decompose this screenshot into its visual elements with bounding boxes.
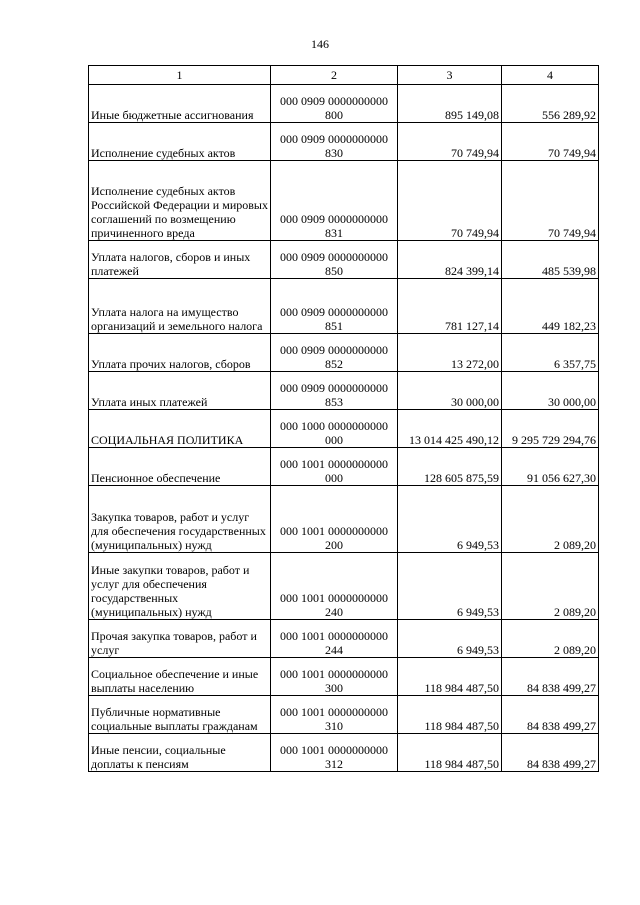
row-value-col3: 6 949,53 <box>398 486 502 553</box>
column-header-3: 3 <box>398 66 502 85</box>
table-row <box>89 486 599 553</box>
row-name: Публичные нормативные социальные выплаты гражданам <box>89 696 271 734</box>
table-row <box>89 696 599 734</box>
code-line-2: 831 <box>325 226 343 240</box>
code-line-1: 000 1000 0000000000 <box>280 419 388 433</box>
row-code <box>271 123 398 161</box>
row-value-col3: 13 272,00 <box>398 334 502 372</box>
row-code <box>271 85 398 123</box>
row-code <box>271 620 398 658</box>
row-name: Исполнение судебных актов <box>89 123 271 161</box>
table-row <box>89 658 599 696</box>
row-code <box>271 279 398 334</box>
code-line-2: 312 <box>325 757 343 771</box>
table-row <box>89 123 599 161</box>
row-value-col3: 895 149,08 <box>398 85 502 123</box>
row-code <box>271 334 398 372</box>
table-row <box>89 553 599 620</box>
code-line-1: 000 1001 0000000000 <box>280 629 388 643</box>
row-code <box>271 410 398 448</box>
table-row <box>89 620 599 658</box>
code-line-2: 244 <box>325 643 343 657</box>
row-code <box>271 241 398 279</box>
row-value-col3: 30 000,00 <box>398 372 502 410</box>
code-line-1: 000 0909 0000000000 <box>280 343 388 357</box>
row-name: СОЦИАЛЬНАЯ ПОЛИТИКА <box>89 410 271 448</box>
row-value-col4: 70 749,94 <box>502 123 599 161</box>
row-name: Иные закупки товаров, работ и услуг для обеспечения государственных (муниципальных) нужд <box>89 553 271 620</box>
row-value-col4: 2 089,20 <box>502 553 599 620</box>
code-line-2: 850 <box>325 264 343 278</box>
code-line-1: 000 0909 0000000000 <box>280 305 388 319</box>
code-line-2: 830 <box>325 146 343 160</box>
table-header-row <box>89 66 599 85</box>
row-code <box>271 486 398 553</box>
row-value-col3: 13 014 425 490,12 <box>398 410 502 448</box>
code-line-1: 000 0909 0000000000 <box>280 132 388 146</box>
code-line-1: 000 1001 0000000000 <box>280 591 388 605</box>
column-header-2: 2 <box>271 66 398 85</box>
row-name: Уплата прочих налогов, сборов <box>89 334 271 372</box>
row-value-col3: 824 399,14 <box>398 241 502 279</box>
row-name: Уплата иных платежей <box>89 372 271 410</box>
code-line-1: 000 1001 0000000000 <box>280 667 388 681</box>
row-name: Иные пенсии, социальные доплаты к пенсиям <box>89 734 271 772</box>
row-value-col4: 2 089,20 <box>502 620 599 658</box>
table-row <box>89 448 599 486</box>
code-line-1: 000 0909 0000000000 <box>280 381 388 395</box>
code-line-2: 800 <box>325 108 343 122</box>
row-value-col3: 128 605 875,59 <box>398 448 502 486</box>
row-code <box>271 161 398 241</box>
row-name: Уплата налога на имущество организаций и земельного налога <box>89 279 271 334</box>
code-line-1: 000 0909 0000000000 <box>280 250 388 264</box>
row-code <box>271 658 398 696</box>
row-value-col4: 485 539,98 <box>502 241 599 279</box>
table-row <box>89 279 599 334</box>
row-value-col4: 556 289,92 <box>502 85 599 123</box>
row-name: Исполнение судебных актов Российской Федерации и мировых соглашений по возмещению причиненного вреда <box>89 161 271 241</box>
row-code <box>271 448 398 486</box>
row-value-col4: 91 056 627,30 <box>502 448 599 486</box>
code-line-2: 851 <box>325 319 343 333</box>
page-number: 146 <box>311 37 329 51</box>
row-value-col3: 118 984 487,50 <box>398 658 502 696</box>
code-line-2: 310 <box>325 719 343 733</box>
code-line-1: 000 0909 0000000000 <box>280 94 388 108</box>
table-row <box>89 85 599 123</box>
code-line-2: 000 <box>325 471 343 485</box>
table-row <box>89 734 599 772</box>
row-name: Уплата налогов, сборов и иных платежей <box>89 241 271 279</box>
row-name: Закупка товаров, работ и услуг для обеспечения государственных (муниципальных) нужд <box>89 486 271 553</box>
row-name: Пенсионное обеспечение <box>89 448 271 486</box>
row-value-col3: 118 984 487,50 <box>398 696 502 734</box>
row-code <box>271 734 398 772</box>
row-value-col4: 70 749,94 <box>502 161 599 241</box>
row-value-col3: 70 749,94 <box>398 123 502 161</box>
code-line-2: 200 <box>325 538 343 552</box>
row-code <box>271 553 398 620</box>
code-line-1: 000 1001 0000000000 <box>280 457 388 471</box>
row-value-col3: 70 749,94 <box>398 161 502 241</box>
row-name: Прочая закупка товаров, работ и услуг <box>89 620 271 658</box>
table-row <box>89 372 599 410</box>
table-row <box>89 241 599 279</box>
row-value-col4: 6 357,75 <box>502 334 599 372</box>
row-value-col3: 6 949,53 <box>398 620 502 658</box>
table-row <box>89 334 599 372</box>
table-row <box>89 410 599 448</box>
row-value-col4: 84 838 499,27 <box>502 734 599 772</box>
column-header-1: 1 <box>89 66 271 85</box>
row-value-col3: 6 949,53 <box>398 553 502 620</box>
table-row <box>89 161 599 241</box>
budget-table <box>88 65 599 772</box>
code-line-1: 000 1001 0000000000 <box>280 524 388 538</box>
code-line-2: 240 <box>325 605 343 619</box>
row-code <box>271 372 398 410</box>
row-code <box>271 696 398 734</box>
row-name: Иные бюджетные ассигнования <box>89 85 271 123</box>
row-value-col4: 9 295 729 294,76 <box>502 410 599 448</box>
row-value-col4: 30 000,00 <box>502 372 599 410</box>
code-line-1: 000 1001 0000000000 <box>280 705 388 719</box>
column-header-4: 4 <box>502 66 599 85</box>
row-value-col3: 781 127,14 <box>398 279 502 334</box>
code-line-1: 000 1001 0000000000 <box>280 743 388 757</box>
row-value-col4: 2 089,20 <box>502 486 599 553</box>
row-value-col4: 84 838 499,27 <box>502 658 599 696</box>
code-line-2: 000 <box>325 433 343 447</box>
code-line-2: 300 <box>325 681 343 695</box>
code-line-2: 853 <box>325 395 343 409</box>
row-name: Социальное обеспечение и иные выплаты населению <box>89 658 271 696</box>
row-value-col4: 449 182,23 <box>502 279 599 334</box>
code-line-2: 852 <box>325 357 343 371</box>
code-line-1: 000 0909 0000000000 <box>280 212 388 226</box>
row-value-col4: 84 838 499,27 <box>502 696 599 734</box>
row-value-col3: 118 984 487,50 <box>398 734 502 772</box>
